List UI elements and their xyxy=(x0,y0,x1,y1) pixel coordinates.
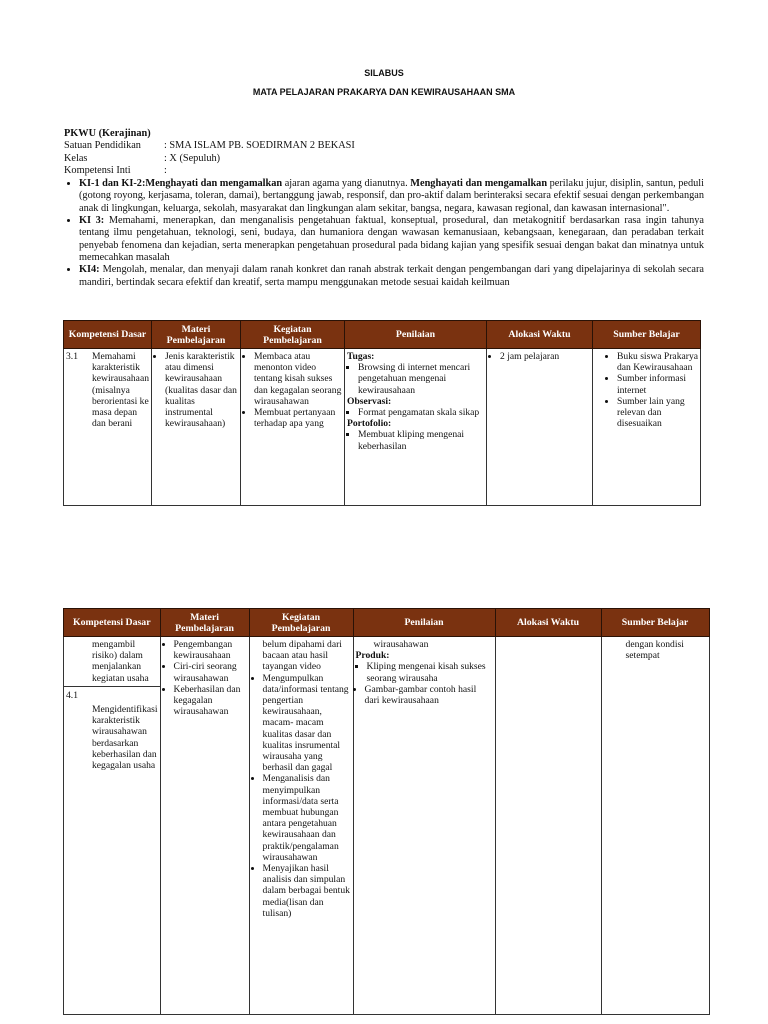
table-header-row xyxy=(64,321,701,349)
ki-label-bold: KI 3: xyxy=(79,215,105,227)
class-row xyxy=(64,153,704,165)
kd-text: Mengidentifikasi karakteristik wirausahawan berdasarkan keberhasilan dan kegagalan usaha xyxy=(92,704,158,772)
list-item: • Gambar-gambar contoh hasil dari kewirausahaan xyxy=(365,684,493,706)
cell-materi xyxy=(160,637,249,1015)
list-item: • 2 jam pelajaran xyxy=(500,351,590,362)
header-alokasi: Alokasi Waktu xyxy=(495,609,601,637)
list-item: • Sumber lain yang relevan dan disesuaikan xyxy=(617,396,698,430)
ki-text: Mengolah, menalar, dan menyaji dalam ranah konkret dan ranah abstrak terkait dengan pengembangan dari yang dipelajarinya di sekolah secara mandiri, bertindak secara efektif dan kreatif, serta mampu menggunakan metode sesuai kaidah keilmuan xyxy=(79,264,704,288)
syllabus-table-page1 xyxy=(63,320,701,506)
produk-label: Produk: xyxy=(355,650,390,662)
list-item: ▪ Browsing di internet mencari pengetahuan mengenai kewirausahaan xyxy=(358,362,484,396)
ki-item xyxy=(79,215,704,264)
ki-phrase-bold: Menghayati dan mengamalkan xyxy=(410,178,548,190)
header-sumber: Sumber Belajar xyxy=(601,609,709,637)
portofolio-label: Portofolio: xyxy=(347,418,392,430)
table-row xyxy=(64,349,701,506)
header-penilaian: Penilaian xyxy=(353,609,495,637)
cell-penilaian xyxy=(353,637,495,1015)
list-item: ▪ Membuat kliping mengenai keberhasilan xyxy=(358,429,484,451)
ki-label-bold: KI-1 dan KI-2: xyxy=(79,178,146,190)
header-kegiatan: Kegiatan Pembelajaran xyxy=(249,609,353,637)
kegiatan-continued: belum dipahami dari bacaan atau hasil tayangan video xyxy=(262,639,342,673)
kd-text-continued: mengambil risiko) dalam menjalankan kegiatan usaha xyxy=(92,639,149,684)
kd-number: 3.1 xyxy=(66,351,78,362)
kd-text: Memahami karakteristik kewirausahaan (misalnya berorientasi ke masa depan dan berani xyxy=(92,351,150,430)
class-label: Kelas xyxy=(64,152,88,164)
tugas-label: Tugas: xyxy=(347,351,375,362)
list-item: • Membuat pertanyaan terhadap apa yang xyxy=(254,407,342,429)
cell-alokasi xyxy=(487,349,593,506)
cell-sumber xyxy=(593,349,701,506)
document-subtitle: MATA PELAJARAN PRAKARYA DAN KEWIRAUSAHAAN SMA xyxy=(252,87,516,97)
ki-text: ajaran agama yang dianutnya. xyxy=(282,178,411,190)
ki-phrase-bold: Menghayati dan mengamalkan xyxy=(145,178,283,190)
header-alokasi: Alokasi Waktu xyxy=(487,321,593,349)
ki-item xyxy=(79,264,704,289)
cell-materi xyxy=(152,349,241,506)
list-item: • Menganalisis dan menyimpulkan informasi/data serta membuat hubungan antara pengetahuan kewirausahaan dan praktik/pengalaman wirausahawan xyxy=(263,773,351,863)
document-title: SILABUS xyxy=(364,68,404,78)
header-penilaian: Penilaian xyxy=(345,321,487,349)
list-item: • Ciri-ciri seorang wirausahawan xyxy=(174,661,247,683)
sumber-continued: dengan kondisi setempat xyxy=(625,639,684,662)
header-kompetensi-dasar: Kompetensi Dasar xyxy=(64,321,152,349)
cell-kegiatan xyxy=(241,349,345,506)
list-item: • Keberhasilan dan kegagalan wirausahawan xyxy=(174,684,247,718)
list-item: • Jenis karakteristik atau dimensi kewirausahaan (kualitas dasar dan kualitas instrumental kewirausahaan) xyxy=(165,351,238,429)
school-row xyxy=(64,140,704,152)
ki-item xyxy=(79,178,704,215)
ki-row xyxy=(64,165,704,177)
cell-kegiatan xyxy=(249,637,353,1015)
school-label: Satuan Pendidikan xyxy=(64,140,141,152)
ki-text: perilaku jujur, disiplin, santun, peduli (gotong royong, kerjasama, toleran, damai), bertanggung jawab, responsif, dan pro-aktif dalam berinteraksi secara efektif sesuai dengan perkembangan anak di lingkungan, keluarga, sekolah, masyarakat dan lingkungan alam sekitar, bangsa, negara, kawasan regional, dan kawasan internasional". xyxy=(79,178,704,214)
header-materi: Materi Pembelajaran xyxy=(160,609,249,637)
list-item: • Membaca atau menonton video tentang kisah sukses dan kegagalan seorang wirausahawan xyxy=(254,351,342,407)
penilaian-continued: wirausahawan xyxy=(373,639,429,650)
header-materi: Materi Pembelajaran xyxy=(152,321,241,349)
kd-divider xyxy=(64,686,160,687)
subject-name: PKWU (Kerajinan) xyxy=(64,128,151,139)
cell-kompetensi-dasar xyxy=(64,349,152,506)
ki-label: Kompetensi Inti xyxy=(64,164,131,176)
header-kompetensi-dasar: Kompetensi Dasar xyxy=(64,609,161,637)
intro-section xyxy=(64,128,704,289)
class-value: : X (Sepuluh) xyxy=(164,152,221,164)
school-value: : SMA ISLAM PB. SOEDIRMAN 2 BEKASI xyxy=(164,140,355,152)
cell-alokasi xyxy=(495,637,601,1015)
table-header-row xyxy=(64,609,710,637)
cell-kompetensi-dasar xyxy=(64,637,161,1015)
list-item: • Mengumpulkan data/informasi tentang pengertian kewirausahaan, macam- macam kualitas dasar dan kualitas insrumental wirausaha yang berhasil dan gagal xyxy=(263,673,351,774)
observasi-label: Observasi: xyxy=(347,395,392,407)
cell-penilaian xyxy=(345,349,487,506)
list-item: • Menyajikan hasil analisis dan simpulan dalam berbagai bentuk media(lisan dan tulisan) xyxy=(263,863,351,919)
syllabus-table-page2 xyxy=(63,608,710,1015)
header-sumber: Sumber Belajar xyxy=(593,321,701,349)
cell-sumber xyxy=(601,637,709,1015)
ki-list xyxy=(64,178,704,289)
list-item: • Sumber informasi internet xyxy=(617,373,698,395)
header-kegiatan: Kegiatan Pembelajaran xyxy=(241,321,345,349)
ki-text: Memahami, menerapkan, dan menganalisis pengetahuan faktual, konseptual, prosedural, dan metakognitif berdasarkan rasa ingin tahunya tentang ilmu pengetahuan, teknologi, seni, budaya, dan humaniora dengan wawasan kemanusiaan, kebangsaan, kenegaraan, dan peradaban terkait penyebab fenomena dan kejadian, serta menerapkan pengetahuan prosedural pada bidang kajian yang spesifik sesuai dengan bakat dan minatnya untuk memecahkan masalah xyxy=(79,215,705,263)
ki-colon: : xyxy=(164,164,167,176)
list-item: • Pengembangan kewirausahaan xyxy=(174,639,247,661)
kd-number: 4.1 xyxy=(66,689,78,701)
ki-label-bold: KI4: xyxy=(79,264,100,276)
list-item: ▪ Format pengamatan skala sikap xyxy=(358,407,484,418)
list-item: ▪ Kliping mengenai kisah sukses seorang wirausaha xyxy=(367,661,493,683)
table-row xyxy=(64,637,710,1015)
list-item: • Buku siswa Prakarya dan Kewirausahaan xyxy=(617,351,698,373)
